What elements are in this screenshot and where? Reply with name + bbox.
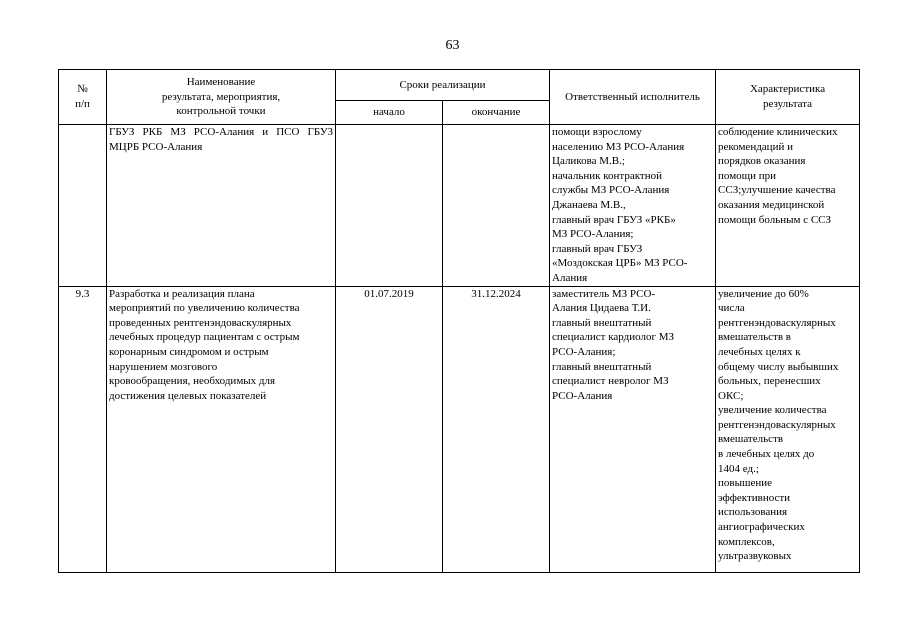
row-result: соблюдение клинических рекомендаций и порядков оказания помощи при ССЗ;улучшение качества оказания медицинской помощи больным с ССЗ xyxy=(716,125,860,287)
header-end: окончание xyxy=(443,100,550,124)
header-number: № п/п xyxy=(59,70,107,125)
header-start: начало xyxy=(336,100,443,124)
row-number xyxy=(59,125,107,287)
header-executor: Ответственный исполнитель xyxy=(550,70,716,125)
row-start-date: 01.07.2019 xyxy=(336,286,443,572)
row-executor: заместитель МЗ РСО- Алания Цидаева Т.И. главный внештатный специалист кардиолог МЗ РСО-Алания; главный внештатный специалист невролог МЗ РСО-Алания xyxy=(550,286,716,572)
header-period: Сроки реализации xyxy=(336,70,550,101)
row-end-date: 31.12.2024 xyxy=(443,286,550,572)
row-end-date xyxy=(443,125,550,287)
row-start-date xyxy=(336,125,443,287)
row-name: ГБУЗ РКБ МЗ РСО-Алания и ПСО ГБУЗ МЦРБ РСО-Алания xyxy=(107,125,336,287)
implementation-table xyxy=(58,69,860,573)
row-executor: помощи взрослому населению МЗ РСО-Алания Цаликова М.В.; начальник контрактной службы МЗ РСО-Алания Джанаева М.В., главный врач ГБУЗ «РКБ» МЗ РСО-Алания; главный врач ГБУЗ «Моздокская ЦРБ» МЗ РСО- Алания xyxy=(550,125,716,287)
header-name: Наименование результата, мероприятия, контрольной точки xyxy=(107,70,336,125)
table-row xyxy=(59,125,860,287)
header-result: Характеристика результата xyxy=(716,70,860,125)
row-number: 9.3 xyxy=(59,286,107,572)
page-number: 63 xyxy=(445,38,460,53)
row-result: увеличение до 60% числа рентгенэндоваскулярных вмешательств в лечебных целях к общему числу выбывших больных, перенесших ОКС; увеличение количества рентгенэндоваскулярных вмешательств в лечебных целях до 1404 ед.; повышение эффективности использования ангиографических комплексов, ультразвуковых xyxy=(716,286,860,572)
row-name: Разработка и реализация плана мероприятий по увеличению количества проведенных рентгенэндоваскулярных лечебных процедур пациентам с острым коронарным синдромом и острым нарушением мозгового кровообращения, необходимых для достижения целевых показателей xyxy=(107,286,336,572)
table-row xyxy=(59,286,860,572)
